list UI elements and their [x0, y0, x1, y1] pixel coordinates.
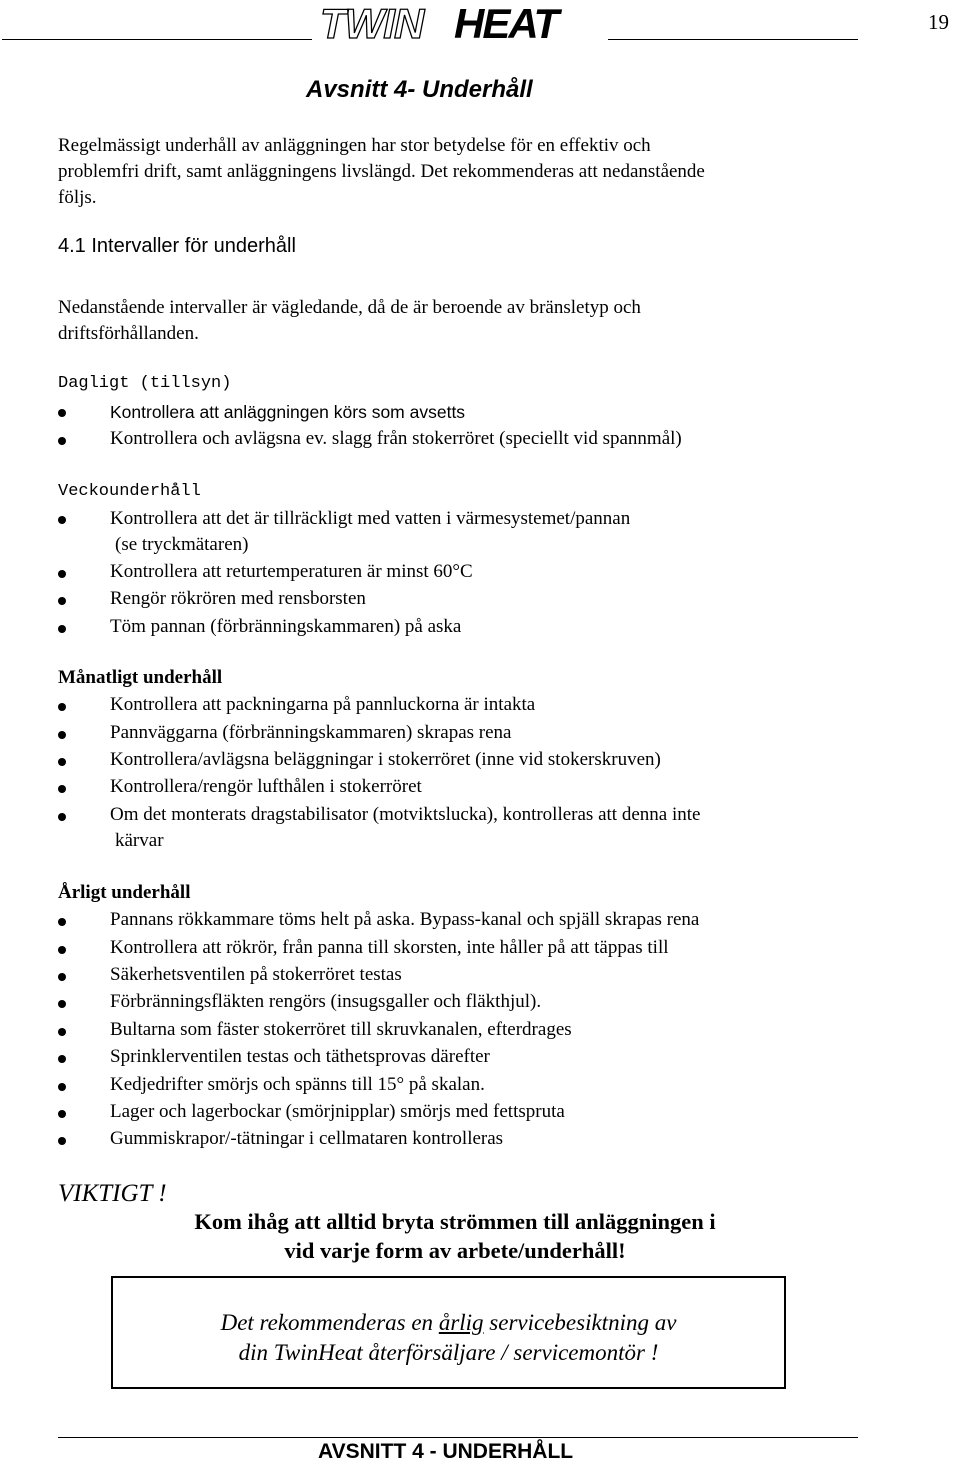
- yearly-heading: Årligt underhåll: [58, 882, 191, 903]
- bullet: [58, 703, 66, 711]
- monthly-item-4: Kontrollera/rengör lufthålen i stokerröret: [110, 776, 422, 797]
- bullet: [58, 1083, 66, 1091]
- bullet: [58, 1055, 66, 1063]
- warning-label: VIKTIGT !: [58, 1180, 167, 1207]
- bullet: [58, 1137, 66, 1145]
- yearly-item-2: Kontrollera att rökrör, från panna till skorsten, inte håller på att täppas till: [110, 937, 669, 958]
- bullet: [58, 570, 66, 578]
- monthly-item-2: Pannväggarna (förbränningskammaren) skrapas rena: [110, 722, 512, 743]
- yearly-item-9: Gummiskrapor/-tätningar i cellmataren kontrolleras: [110, 1128, 504, 1149]
- box-text: [113, 1308, 784, 1367]
- section-title: Avsnitt 4- Underhåll: [306, 76, 533, 103]
- weekly-item-2: Kontrollera att returtemperaturen är minst 60°C: [110, 561, 473, 582]
- intro2-line-1: Nedanstående intervaller är vägledande, då de är beroende av bränsletyp och: [58, 297, 641, 318]
- bullet: [58, 625, 66, 633]
- monthly-heading: Månatligt underhåll: [58, 667, 223, 688]
- weekly-heading: Veckounderhåll: [58, 482, 201, 501]
- monthly-item-1: Kontrollera att packningarna på pannluckorna är intakta: [110, 694, 536, 715]
- bullet: [58, 516, 66, 524]
- yearly-item-3: Säkerhetsventilen på stokerröret testas: [110, 964, 402, 985]
- bullet: [58, 1000, 66, 1008]
- footer-rule: [58, 1437, 858, 1438]
- bullet: [58, 813, 66, 821]
- subheading: 4.1 Intervaller för underhåll: [58, 235, 296, 257]
- yearly-item-8: Lager och lagerbockar (smörjnipplar) smörjs med fettspruta: [110, 1101, 565, 1122]
- bullet: [58, 437, 66, 445]
- bullet: [58, 946, 66, 954]
- bullet: [58, 918, 66, 926]
- box-line-1-underlined: årlig: [438, 1310, 484, 1335]
- monthly-item-5-continuation: kärvar: [115, 830, 164, 851]
- monthly-item-3: Kontrollera/avlägsna beläggningar i stokerröret (inne vid stokerskruven): [110, 749, 661, 770]
- yearly-item-5: Bultarna som fäster stokerröret till skruvkanalen, efterdrages: [110, 1019, 572, 1040]
- daily-item-1: Kontrollera att anläggningen körs som avsetts: [110, 402, 466, 422]
- bullet: [58, 1028, 66, 1036]
- weekly-item-4: Töm pannan (förbränningskammaren) på aska: [110, 616, 462, 637]
- weekly-item-1: Kontrollera att det är tillräckligt med vatten i värmesystemet/pannan: [110, 508, 631, 529]
- page-number: 19: [928, 10, 949, 34]
- bullet: [58, 758, 66, 766]
- box-line-1-post: servicebesiktning av: [483, 1310, 677, 1335]
- bullet: [58, 731, 66, 739]
- yearly-item-4: Förbränningsfläkten rengörs (insugsgaller och fläkthjul).: [110, 991, 542, 1012]
- warning-line-2: vid varje form av arbete/underhåll!: [284, 1238, 626, 1263]
- service-recommendation-box: [111, 1276, 786, 1389]
- yearly-item-1: Pannans rökkammare töms helt på aska. Bypass-kanal och spjäll skrapas rena: [110, 909, 700, 930]
- warning-line-1: Kom ihåg att alltid bryta strömmen till anläggningen i: [194, 1209, 716, 1234]
- box-line-2: din TwinHeat återförsäljare / servicemontör !: [238, 1339, 659, 1365]
- bullet: [58, 1110, 66, 1118]
- footer-text: AVSNITT 4 - UNDERHÅLL: [318, 1440, 574, 1463]
- intro2-line-2: driftsförhållanden.: [58, 323, 199, 344]
- yearly-item-6: Sprinklerventilen testas och täthetsprovas därefter: [110, 1046, 490, 1067]
- bullet: [58, 785, 66, 793]
- intro-line-1: Regelmässigt underhåll av anläggningen har stor betydelse för en effektiv och: [58, 135, 651, 156]
- daily-item-2: Kontrollera och avlägsna ev. slagg från stokerröret (speciellt vid spannmål): [110, 428, 682, 449]
- twinheat-logo: [316, 2, 596, 44]
- monthly-item-5: Om det monterats dragstabilisator (motviktslucka), kontrolleras att denna inte: [110, 804, 701, 825]
- intro-line-2: problemfri drift, samt anläggningens livslängd. Det rekommenderas att nedanstående: [58, 161, 705, 182]
- header-rule-right: [608, 39, 858, 40]
- bullet: [58, 973, 66, 981]
- header-rule-left: [2, 39, 312, 40]
- svg-text:HEAT: HEAT: [454, 2, 558, 44]
- bullet: [58, 409, 66, 417]
- weekly-item-3: Rengör rökrören med rensborsten: [110, 588, 366, 609]
- yearly-item-7: Kedjedrifter smörjs och spänns till 15° på skalan.: [110, 1074, 485, 1095]
- daily-heading: Dagligt (tillsyn): [58, 374, 232, 393]
- weekly-item-1-continuation: (se tryckmätaren): [115, 534, 249, 555]
- box-line-1-pre: Det rekommenderas en: [220, 1310, 439, 1335]
- svg-text:TWIN: TWIN: [320, 2, 424, 44]
- intro-line-3: följs.: [58, 187, 97, 208]
- bullet: [58, 597, 66, 605]
